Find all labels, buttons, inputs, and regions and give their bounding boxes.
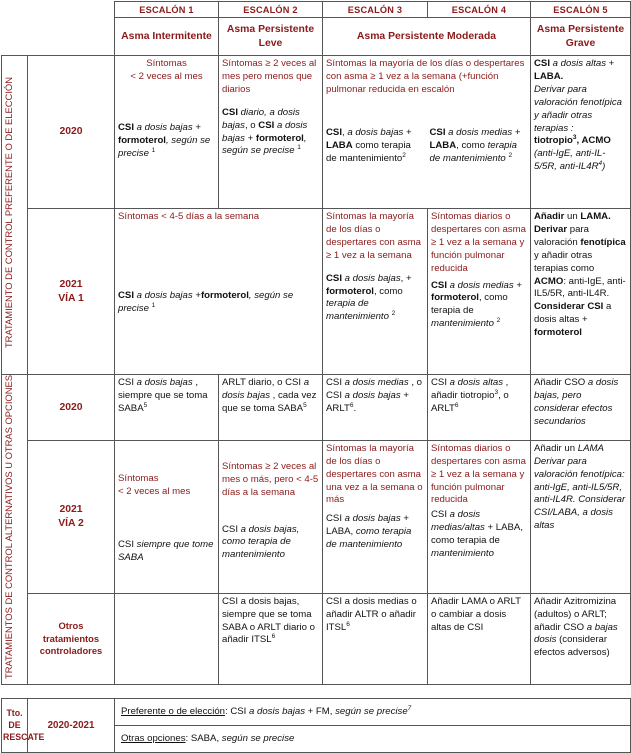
cell-alt2020-step2: ARLT diario, o CSI a dosis bajas , cada vez que se toma SABA$^5$: [219, 375, 323, 441]
row-year-2021-via1: 2021 VÍA 1: [28, 209, 115, 375]
step-3-header: ESCALÓN 3: [323, 2, 428, 18]
moderate-name: Asma Persistente Moderada: [323, 18, 531, 56]
corner-empty: [2, 2, 28, 18]
section-rescue-label: Tto. DE RESCATE: [2, 699, 28, 753]
cell-alt2020-step3: CSI a dosis medias , o CSI a dosis bajas + $ARLT^6$.: [323, 375, 428, 441]
cell-others-step4: Añadir LAMA o ARLT o cambiar a dosis altas de CSI: [428, 593, 531, 684]
cell-2020-step5: CSI a dosis altas + LABA. Derivar para valoración fenotípica y añadir otras terapias : tiotropio$^3$, ACMO (anti-IgE, anti-IL-5/5R, anti-$IL4R^4$): [531, 56, 631, 209]
cell-2021v1-step5: Añadir un LAMA. Derivar para valoración fenotípica y añadir otras terapias como ACMO: anti-IgE, anti-IL5/5R, anti-IL4R. Considerar CSI a dosis altas + formoterol: [531, 209, 631, 375]
cell-2021v2-step5: Añadir un LAMA Derivar para valoración fenotípica: anti-IgE, anti-IL5/5R, anti-IL4R. Considerar CSI/LABA, a dosis altas: [531, 441, 631, 594]
cell-2021v2-step4: Síntomas diarios o despertares con asma ≥ 1 vez a la semana y función pulmonar reducida CSI a dosis medias/altas + LABA, como terapia de mantenimiento: [428, 441, 531, 594]
cell-2020-step1: Síntomas < 2 veces al mes CSI a dosis bajas + formoterol, según se precise $^1$: [115, 56, 219, 209]
step-4-header: ESCALÓN 4: [428, 2, 531, 18]
cell-others-step2: CSI a dosis bajas, siempre que se toma SABA o ARLT diario o añadir ITSL$^6$: [219, 593, 323, 684]
cell-others-step3: CSI a dosis medias o añadir ALTR o añadir ITSL$^6$: [323, 593, 428, 684]
corner-empty: [28, 2, 115, 18]
cell-2021v1-step1-2: Síntomas < 4-5 días a la semana CSI a dosis bajas +formoterol, según se precise $^1$: [115, 209, 323, 375]
rescue-years: 2020-2021: [28, 699, 115, 753]
section-preferred-label: TRATAMIENTO DE CONTROL PREFERENTE O DE ELECCIÓN: [2, 56, 28, 375]
step-2-name: Asma Persistente Leve: [219, 18, 323, 56]
cell-others-step5: Añadir Azitromizina (adultos) o ARLT; añadir CSO a bajas dosis (considerar efectos adversos): [531, 593, 631, 684]
step-1-name: Asma Intermitente: [115, 18, 219, 56]
cell-2020-step2: Síntomas ≥ 2 veces al mes pero menos que diarios CSI diario, a dosis bajas, o CSI a dosis bajas + formoterol, según se precise $^1$: [219, 56, 323, 209]
cell-alt2020-step1: CSI a dosis bajas , siempre que se toma SABA$^5$: [115, 375, 219, 441]
row-year-2020: 2020: [28, 56, 115, 209]
cell-2020-step4: CSI a dosis medias + LABA, como terapia de mantenimiento $^2$: [429, 126, 521, 164]
step-2-header: ESCALÓN 2: [219, 2, 323, 18]
cell-alt2020-step5: Añadir CSO a dosis bajas, pero considerar efectos secundarios: [531, 375, 631, 441]
cell-2021v2-step1: Síntomas < 2 veces al mes CSI siempre que tome SABA: [115, 441, 219, 594]
cell-2020-step3-4: Síntomas la mayoría de los días o despertares con asma ≥ 1 vez a la semana (+función pulmonar reducida en escalón CSI, a dosis bajas + LABA como terapia de mantenimiento$^2$ CSI a dosis medias + LABA, como terapia de mantenimiento $^2$: [323, 56, 531, 209]
row-other-controllers: Otros tratamientos controladores: [28, 593, 115, 684]
step-5-name: Asma Persistente Grave: [531, 18, 631, 56]
cell-2021v2-step3: Síntomas la mayoría de los días o despertares con asma una vez a la semana o más CSI a dosis bajas + LABA, como terapia de mantenimiento: [323, 441, 428, 594]
rescue-other: Otras opciones: SABA, según se precise: [115, 726, 631, 753]
corner-empty: [28, 18, 115, 56]
cell-2020-step3: CSI, a dosis bajas + LABA como terapia de mantenimiento$^2$: [326, 126, 412, 164]
step-5-header: ESCALÓN 5: [531, 2, 631, 18]
spacer-row: [2, 685, 631, 699]
row-year-alt-2020: 2020: [28, 375, 115, 441]
row-year-2021-via2: 2021 VÍA 2: [28, 441, 115, 594]
section-alternative-label: TRATAMIENTOS DE CONTROL ALTERNATIVOS U OTRAS OPCIONES: [2, 375, 28, 685]
corner-empty: [2, 18, 28, 56]
rescue-preferred: Preferente o de elección: CSI a dosis bajas + FM, según se precise$^7$: [115, 699, 631, 726]
cell-2021v1-step4: Síntomas diarios o despertares con asma ≥ 1 vez a la semana y función pulmonar reducida CSI a dosis medias + formoterol, como terapia de mantenimiento $^2$: [428, 209, 531, 375]
cell-others-step1: [115, 593, 219, 684]
cell-alt2020-step4: CSI a dosis altas , añadir tiotropio$^3$, o ARLT$^6$: [428, 375, 531, 441]
step-1-header: ESCALÓN 1: [115, 2, 219, 18]
cell-2021v1-step3: Síntomas la mayoría de los días o despertares con asma ≥ 1 vez a la semana CSI a dosis bajas, + formoterol, como terapia de mantenimiento $^2$: [323, 209, 428, 375]
cell-2021v2-step2: Síntomas ≥ 2 veces al mes o más, pero < 4-5 días a la semana CSI a dosis bajas, como terapia de mantenimiento: [219, 441, 323, 594]
asthma-treatment-table: [1, 1, 631, 753]
